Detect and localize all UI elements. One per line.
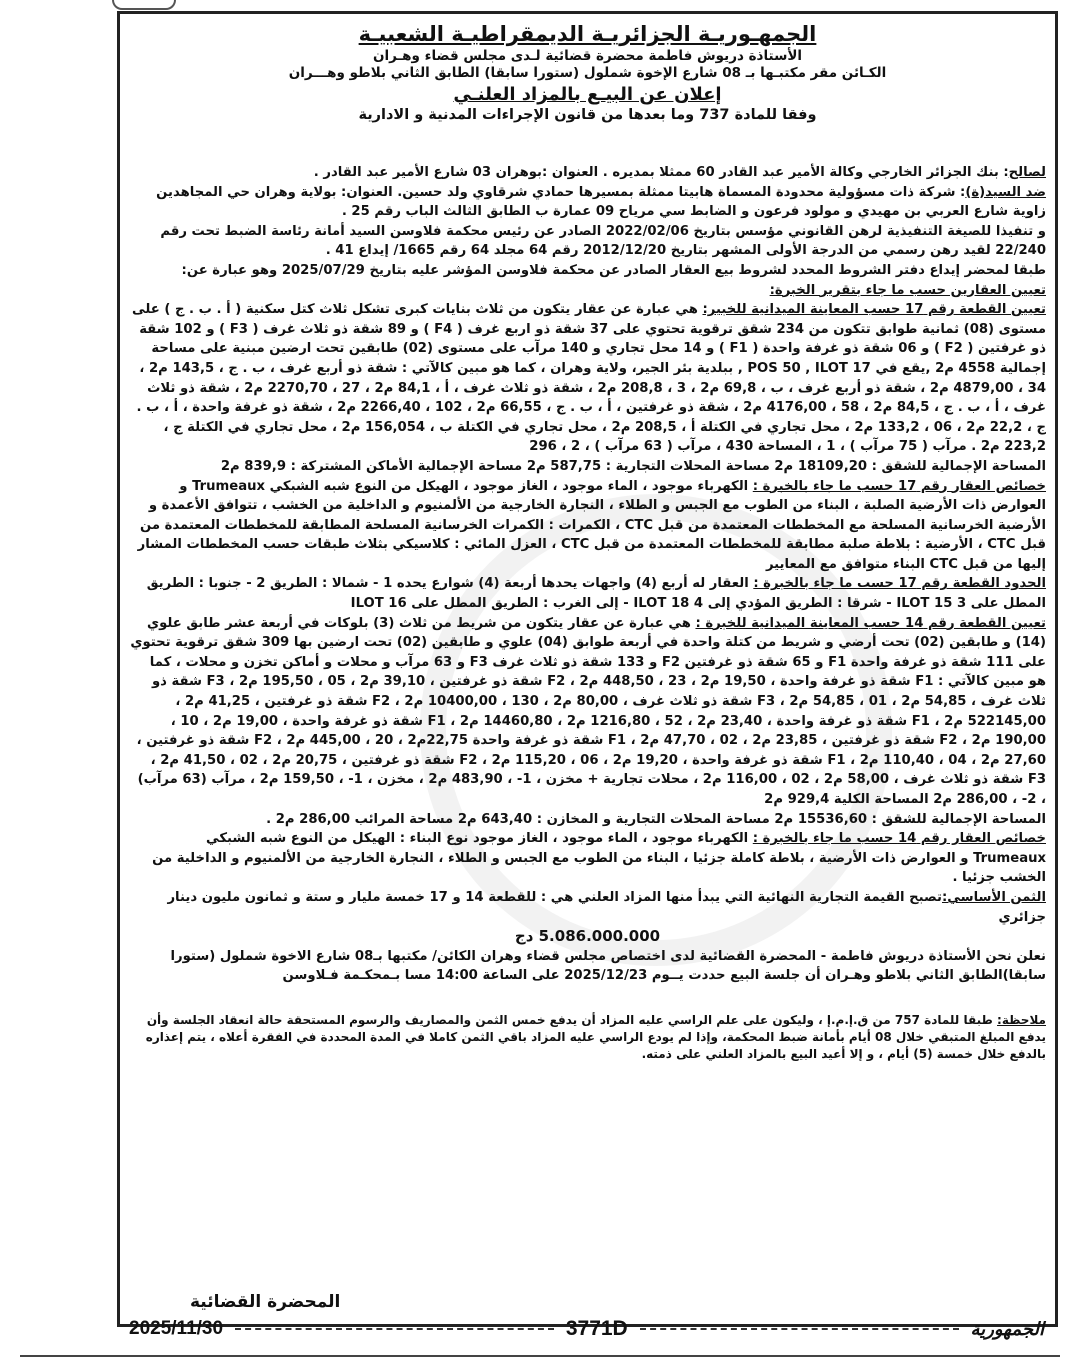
auction-notice: نعلن نحن الأستاذة دريوش فاطمة - المحضرة القضائية لدى اختصاص مجلس قضاء وهران الكائن/ مكتبها بـ08 شارع الاخوة شملول (ستورا سابقا)الطابق الثاني بلاطو وهـران أن جلسة البيع حددت يــوم 2025/12/23 على الساعة 14:00 مسا بـمحكـمة فـلاوسن xyxy=(170,948,1046,984)
beneficiary-label: لصالح xyxy=(1008,165,1046,180)
signature: المحضرة القضائية xyxy=(190,1292,341,1312)
announcement-title: إعلان عن البيـع بالمزاد العلنـي xyxy=(453,84,722,105)
lot17-borders-label: الحدود القطعة رقم 17 حسب ما جاء بالخبرة : xyxy=(753,576,1046,592)
lot17-features-label: خصائص العقار رقم 17 حسب ما جاء بالخبرة : xyxy=(752,478,1046,494)
debtor-label: ضد السيد(ة) xyxy=(965,184,1046,200)
lot14-features-text: الكهرباء موجود ، الماء موجود ، الغاز موجود نوع البناء : الهيكل من النوع شبه الشبكي Trumeaux و العوارض ذات الأرضية ، بلاطة كاملة جزئيا ، البناء من الطوب مع الجبس و الطلاء ، النجارة الخارجية من الألمنيوم و الداخلية من الخشب جزئيا . xyxy=(152,831,1046,886)
footer-divider xyxy=(640,1328,959,1330)
base-price-label: الثمن الأساسي: xyxy=(942,889,1046,905)
lot17-features xyxy=(129,477,1046,575)
announcement-body xyxy=(129,163,1046,986)
announcement-header xyxy=(129,22,1046,123)
lot14-features xyxy=(129,829,1046,888)
announcement-content xyxy=(129,22,1046,1274)
lot17-features-text: الكهرباء موجود ، الماء موجود ، الغاز موجود ، الهيكل من النوع شبه الشبكي Trumeaux و العوارض ذات الأرضية الصلبة ، البناء من الطوب مع الجبس و الطلاء ، النجارة الخارجية من الألمنيوم و الداخلية من الخشب ، تتوافق الأعمدة و الأرضية الخرسانية المسلحة مع المخططات المعتمدة من قبل CTC ، الكمرات : الكمرات الخرسانية المسلحة المطابقة للمخططات المعتمدة من قبل CTC ، الأرضية : بلاطة صلبة مطابقة للمخططات المعتمدة من قبل CTC ، العزل المائي : كلاسيكي بثلاث طبقات حسب المخططات المشار إليها من قبل CTC البناء متوافق مع المعايير xyxy=(137,478,1046,572)
intro-paragraph: طبقا لمحضر إيداع دفتر الشروط المحدد لشروط بيع العقار الصادر عن محكمة فلاوسن المؤشر عليه بتاريخ 2025/07/29 وهو عبارة عن: xyxy=(181,262,1046,278)
page-footer xyxy=(117,1316,1058,1342)
bottom-rule xyxy=(20,1355,1060,1357)
debtor-text: : شركة ذات مسؤولية محدودة المسماة هابيتا ممثلة بمسيرها حمادي شرقاوي ولد حسين. العنوان: بولاية وهران حي المجاهدين زاوية شارع العربي بن مهيدي و مولود فرعون و الضابط سي مرياح 09 عمارة ب الطابق الثالث الباب رقم 25 . xyxy=(156,184,1046,220)
newspaper-logo: الجمهورية xyxy=(970,1318,1044,1340)
note-label: ملاحظة: xyxy=(997,1012,1046,1027)
lot17-description xyxy=(129,300,1046,457)
footer-divider xyxy=(235,1328,554,1330)
note-text: طبقا للمادة 757 من ق.إ.م.إ ، وليكون على علم الراسي عليه المزاد أن يدفع خمس الثمن والمصاريف والرسوم المستحقة حالة انعقاد الجلسة وأن يدفع المبلغ المتبقي خلال 08 أيام بأمانة ضبط المحكمة، وإذا لم يودع الراسي عليه المزاد باقي الثمن كاملا في المدة المحددة في الفقرة أعلاه ، يتم إعذاره بالدفع خلال خمسة (5) أيام ، و إلا أعيد البيع بالمزاد العلني على ذمته. xyxy=(145,1012,1046,1061)
lot17-areas: المساحة الإجمالية للشقق : 18109,20 م2 مساحة المحلات التجارية : 587,75 م2 مساحة الإجمالية الأماكن المشتركة : 839,9 م2 xyxy=(220,458,1046,474)
intro-paragraph: و تنفيذا للصيغة التنفيذية لرهن القانوني مؤسس بتاريخ 2022/02/06 الصادر عن رئيس محكمة فلاوسن السيد أمانة رئاسة الضبط تحت رقم 22/240 لقيد رهن رسمي من الدرجة الأولى المشهر بتاريخ 2012/12/20 رقم 64 مجلد 64 رقم 1665/ إيداع 41 . xyxy=(160,223,1046,259)
debtor-line xyxy=(129,183,1046,222)
base-price xyxy=(129,888,1046,927)
footer-date: 2025/11/30 xyxy=(129,1318,224,1339)
lot17-text: هي عبارة عن عقار يتكون من ثلاث بنايات كبرى تشكل ثلاث كتل سكنية ( أ . ب . ج ) على مستوى (08) ثمانية طوابق تتكون من 234 شقق ترقوية تحتوي على 37 شقة ذو اربع غرف ( F4 ) و 89 شقة ذو ثلاث غرف ( F3 ) و 102 شقة ذو غرفتين ( F2 ) و 06 شقة ذو غرفة واحدة ( F1 ) و 14 محل تجاري و 140 مرآب على مستوى (02) طابقين تحت ارضين مبنية على مساحة إجمالية 4558 م2 ,يقع في POS 50 , ILOT 17 , ببلدية بئر الجير، ولاية وهران ، كما هو مبين كالآتي : شقة ذو أربع غرف ، ب . ج ، 143,5 م2 ، 34 ، 4879,00 م2 ، شقة ذو أربع غرف ، ب ، 69,8 م2 ، 3 ، 208,8 م2 ، شقة ذو ثلاث غرف ، أ ، 84,1 م2 ، 27 ، 2270,70 م2 ، شقة ذو ثلاث غرف ، أ ، ب . ج ، 84,5 م2 ، 58 ، 4176,00 م2 ، شقة ذو غرفتين ، أ ، ب . ج ، 66,55 م2 ، 102 ، 2266,40 م2 ، شقة ذو غرفة واحدة ، أ ، ب . ج ، 22,2 م2 ، 06 ، 133,2 م2 ، محل تجاري في الكتلة أ ، 208,5 م2 ، محل تجاري في الكتلة ب ، 156,054 م2 ، محل تجاري في الكتلة ج ، 223,2 م2 . مرآب ( 75 مرآب ) ، 1 ، المساحة 430 ، مرآب ( 63 مرآب ) ، 2 ، 296 xyxy=(132,302,1046,455)
lot17-borders-text: العقار له أربع (4) واجهات يحدها أربعة (4) شوارع يحده 1 - شمالا : الطريق 2 - جنوبا : الطريق المطل على ILOT 15 3 - شرقا : الطريق المؤدي إلى ILOT 18 4 - إلى الغرب : الطريق المطل على ILOT 16 xyxy=(146,576,1046,612)
lot14-areas: المساحة الإجمالية للشقق : 15536,60 م2 مساحة المحلات التجارية و المخازن : 643,40 م2 مساحة المرائب 286,00 م2 . xyxy=(266,811,1046,827)
footer-code: 3771D xyxy=(565,1317,628,1340)
bailiff-office: الأستاذة دريوش فاطمة محضرة قضائية لـدى مجلس قضاء وهـران xyxy=(372,48,803,64)
page-corner-mark xyxy=(112,0,176,10)
beneficiary-line xyxy=(129,163,1046,183)
lot14-features-label: خصائص العقار رقم 14 حسب ما جاء بالخبرة : xyxy=(752,831,1046,847)
base-price-amount: 5.086.000.000 دج xyxy=(514,927,661,946)
lot14-label: تعيين القطعة رقم 14 حسب المعاينة الميدانية للخبرة : xyxy=(695,615,1046,631)
beneficiary-text: : بنك الجزائر الخارجي وكالة الأمير عبد القادر 60 ممثلا بمديره . العنوان :بوهران 03 شارع الأمير عبد القادر . xyxy=(313,165,1009,180)
office-address: الكـائن مقر مكتبـها بـ 08 شارع الإخوة شملول (ستورا سابقا) الطابق الثاني بلاطو وهـــران xyxy=(288,65,887,81)
lot14-description xyxy=(129,614,1046,810)
lot14-text: هي عبارة عن عقار يتكون من شريط من ثلاث (3) بلوكات في أربعة عشر طابق علوي (14) و طابقين (02) تحت أرضي و شريط من كتلة واحدة في أربعة طوابق (04) علوي و طابقين (02) تحت ارضين بها 309 شقق ترقوية تحتوي على 111 شقة ذو غرفة واحدة F1 و 65 شقة ذو غرفتين F2 و 133 شقة ذو ثلاث غرف F3 و 63 مرآب و محلات و أماكن تخزن و محلات ، كما هو مبين كالآتي : F1 شقة ذو غرفة واحدة ، 19,50 م2 ، 23 ، 448,50 م2 ، F2 شقة ذو غرفتين ، 39,10 م2 ، 05 ، 195,50 م2 ، F3 شقة ذو ثلاث غرف ، 54,85 م2 ، 01 ، 54,85 م2 ، F3 شقة ذو ثلاث غرف ، 80,00 م2 ، 130 ، 10400,00 م2 ، F2 شقة ذو غرفتين ، 41,25 م2 ، 522145,00 م2 ، F1 شقة ذو غرفة واحدة ، 23,40 م2 ، 52 ، 1216,80 م2 ، 14460,80 م2 ، F1 شقة ذو غرفة واحدة ، 19,00 م2 ، 10 ، 190,00 م2 ، F2 شقة ذو غرفتين ، 23,85 م2 ، 02 ، 47,70 م2 ، F1 شقة ذو غرفة واحدة 22,75م2 ، 20 ، 445,00 م2 ، F2 شقة ذو غرفتين ، 27,60 م2 ، 04 ، 110,40 م2 ، F1 شقة ذو غرفة واحدة ، 19,20 م2 ، 06 ، 115,20 م2 ، F2 شقة ذو غرفتين ، 20,75 م2 ، 02 ، 41,50 م2 ، F3 شقة ذو ثلاث غرف ، 58,00 م2 ، 02 ، 116,00 م2 ، محلات تجارية + مخزن ، 1- ، 483,90 م2 ، مخزن ، 1- ، 159,50 م2 ، مرآب (63 مرآب) ، 2- ، 286,00 م2 المساحة الكلية 929,4 م2 xyxy=(130,615,1046,807)
base-price-text: تصبح القيمة التجارية النهائية التي يبدأ منها المزاد العلني هي : للقطعة 14 و 17 خمسة مليار و ستة و ثمانون مليون دينار جزائري xyxy=(167,889,1046,925)
section-title: تعيين العقارين حسب ما جاء بتقرير الخبرة: xyxy=(769,282,1046,298)
lot17-label: تعيين القطعة رقم 17 حسب المعاينة الميدانية للخبير: xyxy=(702,302,1046,318)
legal-basis: وفقا للمادة 737 وما بعدها من قانون الإجراءات المدنية و الادارية xyxy=(358,107,817,123)
republic-title: الجمهـوريـة الجزائريـة الديمقراطيـة الشعبيـة xyxy=(358,22,817,46)
announcement-frame xyxy=(117,11,1058,1327)
legal-note xyxy=(129,1008,1046,1063)
lot17-borders xyxy=(129,574,1046,613)
